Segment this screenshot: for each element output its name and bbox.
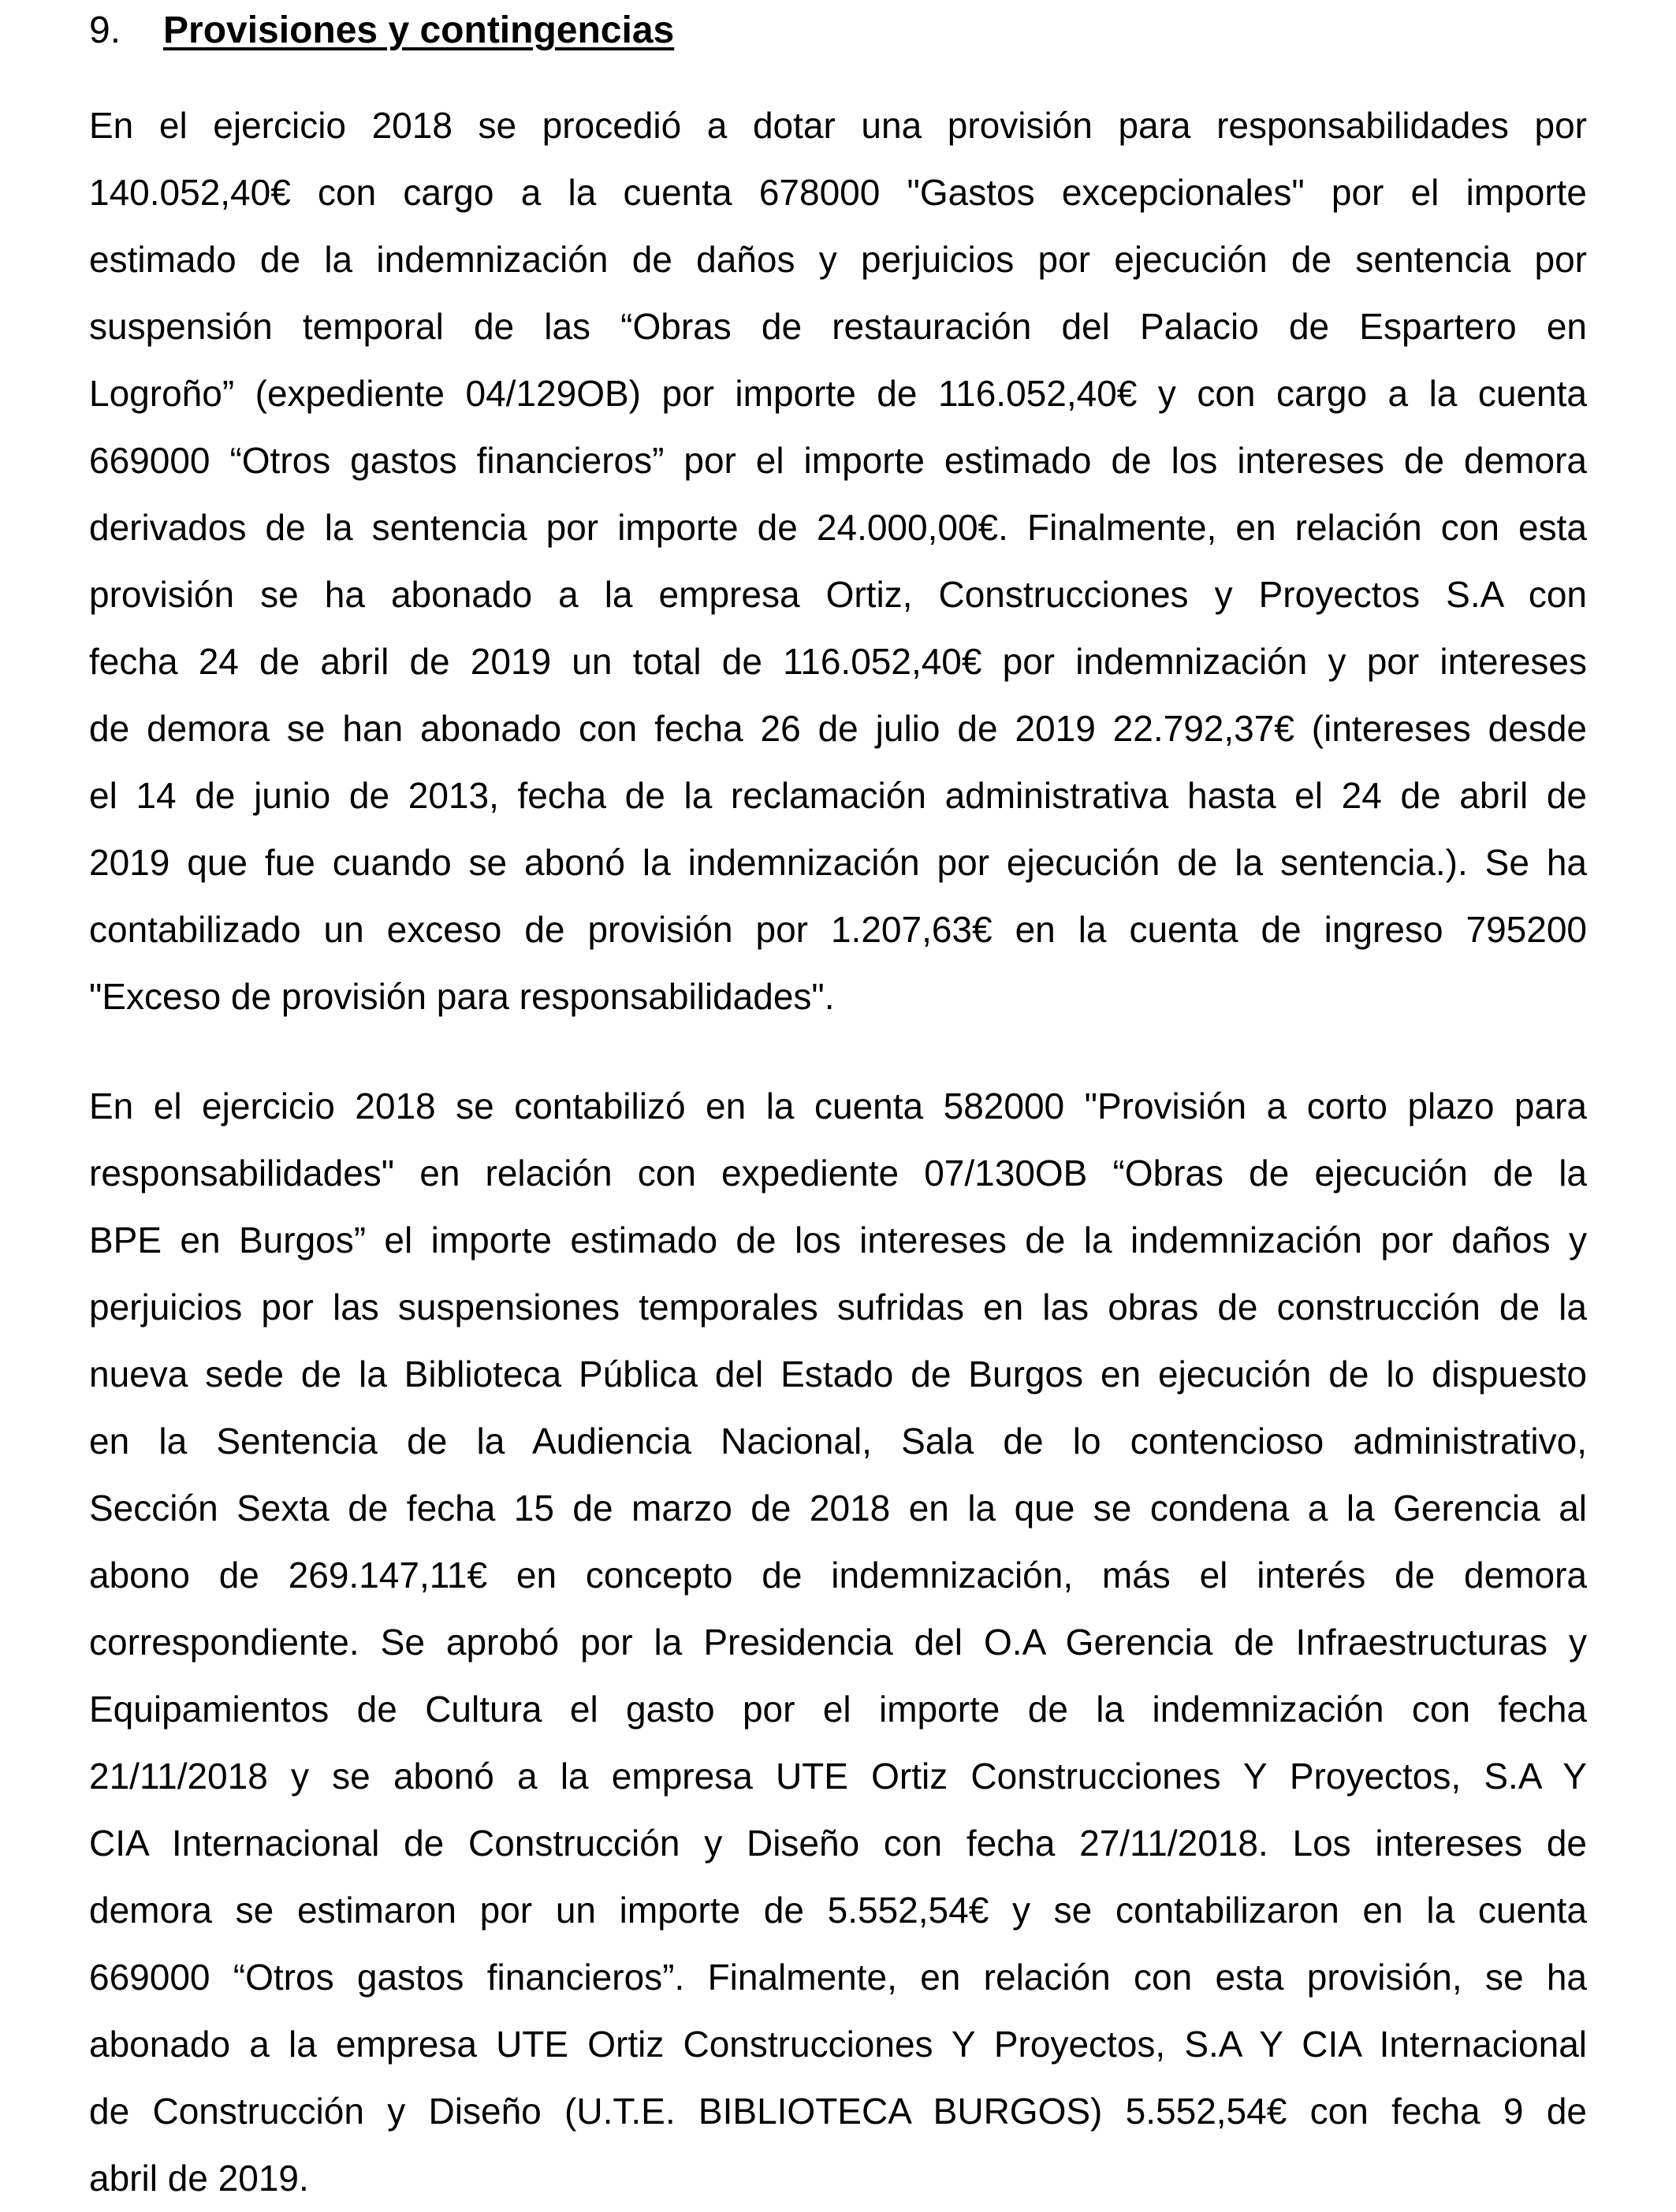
paragraph-line: en la Sentencia de la Audiencia Nacional, Sala de lo contencioso administrativo, xyxy=(89,1421,1587,1462)
paragraph-line: correspondiente. Se aprobó por la Presidencia del O.A Gerencia de Infraestructuras y xyxy=(89,1622,1587,1663)
paragraph-line: contabilizado un exceso de provisión por 1.207,63€ en la cuenta de ingreso 795200 xyxy=(89,909,1587,950)
section-number: 9. xyxy=(89,9,121,51)
paragraph-line: En el ejercicio 2018 se contabilizó en la cuenta 582000 "Provisión a corto plazo para xyxy=(89,1086,1587,1126)
paragraph-line: de demora se han abonado con fecha 26 de julio de 2019 22.792,37€ (intereses desde xyxy=(89,708,1587,749)
paragraph-line: 2019 que fue cuando se abonó la indemnización por ejecución de la sentencia.). Se ha xyxy=(89,842,1587,883)
section-heading xyxy=(89,5,674,57)
paragraph-line: 669000 “Otros gastos financieros”. Finalmente, en relación con esta provisión, se ha xyxy=(89,1957,1587,1998)
paragraph-line: suspensión temporal de las “Obras de restauración del Palacio de Espartero en xyxy=(89,306,1587,347)
paragraph-line: BPE en Burgos” el importe estimado de los intereses de la indemnización por daños y xyxy=(89,1220,1587,1261)
paragraph-line: provisión se ha abonado a la empresa Ortiz, Construcciones y Proyectos S.A con xyxy=(89,574,1587,615)
paragraph-line: el 14 de junio de 2013, fecha de la reclamación administrativa hasta el 24 de abril de xyxy=(89,775,1587,816)
paragraph-line: Sección Sexta de fecha 15 de marzo de 2018 en la que se condena a la Gerencia al xyxy=(89,1488,1587,1529)
paragraph-line: "Exceso de provisión para responsabilidades". xyxy=(89,976,835,1017)
paragraph-line: 21/11/2018 y se abonó a la empresa UTE Ortiz Construcciones Y Proyectos, S.A Y xyxy=(89,1756,1587,1797)
paragraph-line: demora se estimaron por un importe de 5.552,54€ y se contabilizaron en la cuenta xyxy=(89,1890,1587,1931)
paragraph-line: responsabilidades" en relación con expediente 07/130OB “Obras de ejecución de la xyxy=(89,1153,1587,1194)
paragraph-line: de Construcción y Diseño (U.T.E. BIBLIOTECA BURGOS) 5.552,54€ con fecha 9 de xyxy=(89,2091,1587,2132)
paragraph-line: abril de 2019. xyxy=(89,2158,309,2199)
paragraph-provision-palacio-espartero xyxy=(89,92,1587,1030)
paragraph-line: abonado a la empresa UTE Ortiz Construcciones Y Proyectos, S.A Y CIA Internacional xyxy=(89,2024,1587,2065)
section-title: Provisiones y contingencias xyxy=(163,9,675,51)
paragraph-line: estimado de la indemnización de daños y perjuicios por ejecución de sentencia por xyxy=(89,239,1587,280)
paragraph-line: En el ejercicio 2018 se procedió a dotar una provisión para responsabilidades por xyxy=(89,105,1587,146)
paragraph-line: fecha 24 de abril de 2019 un total de 116.052,40€ por indemnización y por intereses xyxy=(89,641,1587,682)
paragraph-line: 669000 “Otros gastos financieros” por el importe estimado de los intereses de demora xyxy=(89,440,1587,481)
paragraph-line: Equipamientos de Cultura el gasto por el importe de la indemnización con fecha xyxy=(89,1689,1587,1730)
paragraph-line: nueva sede de la Biblioteca Pública del Estado de Burgos en ejecución de lo dispuesto xyxy=(89,1354,1587,1395)
paragraph-line: CIA Internacional de Construcción y Diseño con fecha 27/11/2018. Los intereses de xyxy=(89,1823,1587,1864)
paragraph-line: 140.052,40€ con cargo a la cuenta 678000 "Gastos excepcionales" por el importe xyxy=(89,172,1587,213)
paragraph-line: perjuicios por las suspensiones temporales sufridas en las obras de construcción de la xyxy=(89,1287,1587,1328)
paragraph-line: derivados de la sentencia por importe de 24.000,00€. Finalmente, en relación con esta xyxy=(89,507,1587,548)
paragraph-provision-biblioteca-burgos xyxy=(89,1073,1587,2212)
paragraph-line: Logroño” (expediente 04/129OB) por importe de 116.052,40€ y con cargo a la cuenta xyxy=(89,373,1587,414)
paragraph-line: abono de 269.147,11€ en concepto de indemnización, más el interés de demora xyxy=(89,1555,1587,1596)
